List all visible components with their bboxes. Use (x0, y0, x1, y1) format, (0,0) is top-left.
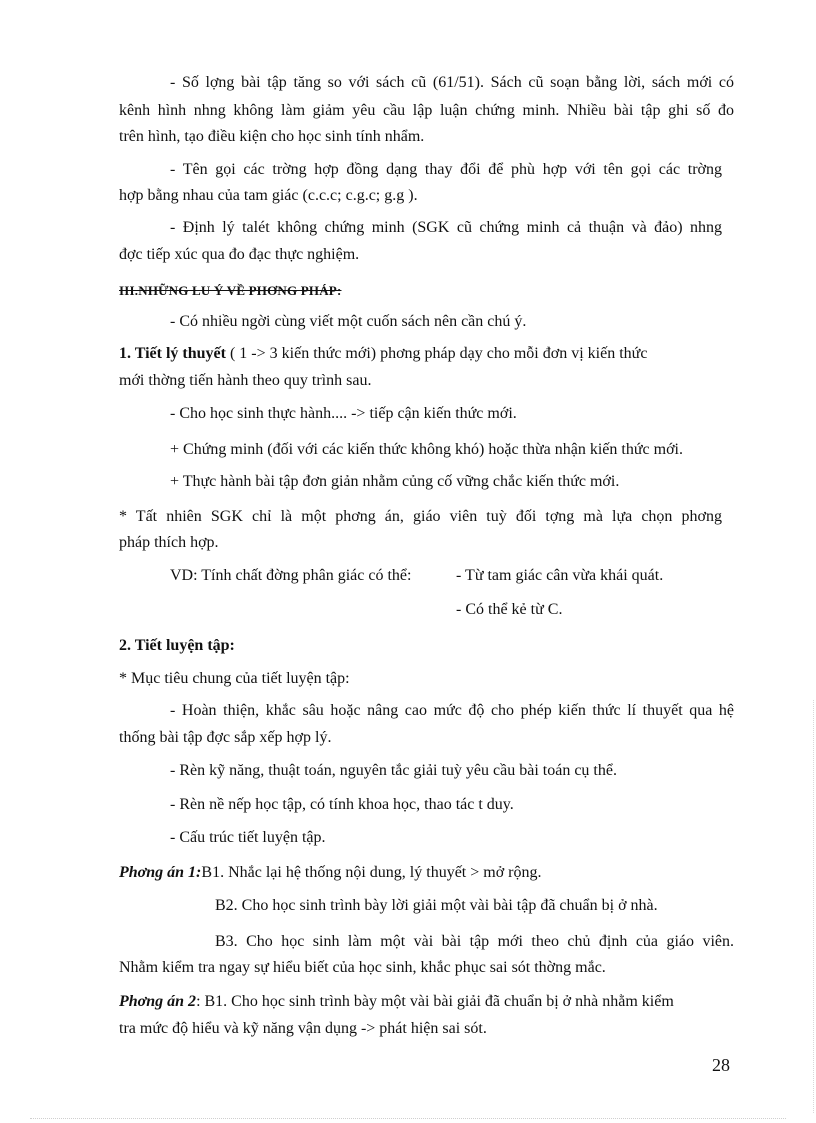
text-line: - Tên gọi các trờng hợp đồng dạng thay đổi để phù hợp với tên gọi các trờng (170, 161, 722, 178)
text-line (119, 863, 542, 883)
page-edge-divider (813, 700, 814, 1113)
text-line: thống bài tập đợc sắp xếp hợp lý. (119, 729, 332, 746)
text-line: + Chứng minh (đối với các kiến thức không khó) hoặc thừa nhận kiến thức mới. (170, 441, 683, 458)
option-label: Phơng án 1: (119, 864, 202, 881)
text-line (119, 992, 734, 1012)
text-run: B1. Nhắc lại hệ thống nội dung, lý thuyết > mở rộng. (201, 864, 542, 881)
text-line: kênh hình nhng không làm giảm yêu cầu lập luận chứng minh. Nhiều bài tập ghi số đo (119, 102, 734, 119)
text-line: - Số lợng bài tập tăng so với sách cũ (61/51). Sách cũ soạn bằng lời, sách mới có (170, 74, 734, 91)
text-line: - Có thể kẻ từ C. (456, 601, 563, 618)
text-line: pháp thích hợp. (119, 534, 219, 551)
text-line: - Có nhiều ngời cùng viết một cuốn sách nên cần chú ý. (170, 313, 527, 330)
page-number: 28 (712, 1055, 730, 1075)
text-line: - Từ tam giác cân vừa khái quát. (456, 567, 664, 584)
page-bottom-divider (30, 1118, 786, 1119)
text-line: * Tất nhiên SGK chỉ là một phơng án, giáo viên tuỳ đối tợng mà lựa chọn phơng (119, 508, 722, 525)
text-line: - Cho học sinh thực hành.... -> tiếp cận kiến thức mới. (170, 405, 517, 422)
text-run: ( 1 -> 3 kiến thức mới) phơng pháp dạy cho mỗi đơn vị kiến thức (229, 345, 648, 362)
text-line: hợp bằng nhau của tam giác (c.c.c; c.g.c; g.g ). (119, 187, 418, 204)
text-line: đợc tiếp xúc qua đo đạc thực nghiệm. (119, 246, 360, 263)
text-line: - Hoàn thiện, khắc sâu hoặc nâng cao mức độ cho phép kiến thức lí thuyết qua hệ (170, 702, 734, 719)
text-line (119, 344, 734, 364)
text-line: B2. Cho học sinh trình bày lời giải một vài bài tập đã chuẩn bị ở nhà. (215, 897, 658, 914)
text-line: - Rèn kỹ năng, thuật toán, nguyên tắc giải tuỳ yêu cầu bài toán cụ thể. (170, 762, 617, 779)
text-line: VD: Tính chất đờng phân giác có thể: (170, 567, 412, 584)
subsection-title: 1. Tiết lý thuyết (119, 345, 226, 362)
subsection-title: 2. Tiết luyện tập: (119, 637, 235, 654)
section-heading: III.NHỮNG LU Ý VỀ PHƠNG PHÁP: (119, 283, 342, 298)
text-line: Nhằm kiểm tra ngay sự hiểu biết của học sinh, khắc phục sai sót thờng mắc. (119, 959, 606, 976)
text-line: - Rèn nề nếp học tập, có tính khoa học, thao tác t duy. (170, 796, 514, 813)
text-line: - Định lý talét không chứng minh (SGK cũ chứng minh cả thuận và đảo) nhng (170, 219, 722, 236)
text-line: * Mục tiêu chung của tiết luyện tập: (119, 670, 350, 687)
text-line: - Cấu trúc tiết luyện tập. (170, 829, 326, 846)
text-line: + Thực hành bài tập đơn giản nhằm củng cố vững chắc kiến thức mới. (170, 473, 620, 490)
option-label: Phơng án 2 (119, 993, 197, 1010)
text-line: trên hình, tạo điều kiện cho học sinh tính nhẩm. (119, 128, 425, 145)
text-line: tra mức độ hiểu và kỹ năng vận dụng -> phát hiện sai sót. (119, 1020, 487, 1037)
text-line: B3. Cho học sinh làm một vài bài tập mới theo chủ định của giáo viên. (215, 933, 734, 950)
text-run: : B1. Cho học sinh trình bày một vài bài giải đã chuẩn bị ở nhà nhằm kiểm (196, 993, 674, 1010)
text-line: mới thờng tiến hành theo quy trình sau. (119, 372, 372, 389)
